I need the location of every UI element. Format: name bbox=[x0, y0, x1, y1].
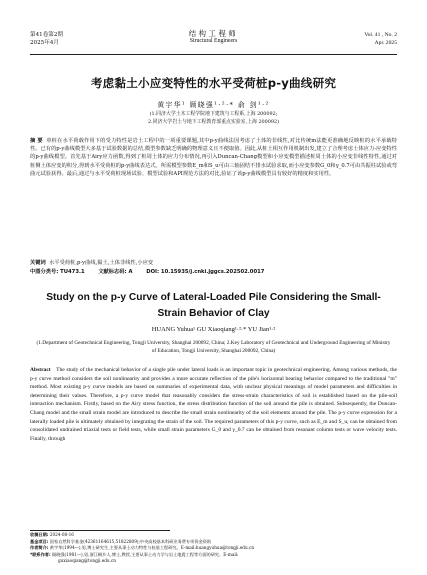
footnote-received: 收稿日期: 2024-08-16 bbox=[30, 532, 74, 537]
volume-en: Vol. 41 , No. 2 bbox=[364, 32, 397, 38]
affiliation-cn-line: (1.同济大学土木工程学院地下建筑与工程系,上海 200092; bbox=[149, 111, 278, 117]
running-head bbox=[30, 30, 397, 56]
footnote-email-continued: guxiaoqiang@tongji.edu.cn bbox=[58, 558, 116, 564]
running-head-right bbox=[364, 32, 397, 47]
article-title-en: Study on the p-y Curve of Lateral-Loaded Pile Considering the Small-Strain Behavior of Clay bbox=[46, 292, 381, 319]
authors-en: HUANG Yuhua¹ GU Xiaoqiang¹·²·* YU Jian¹·² bbox=[151, 326, 276, 333]
journal-name-en: Structural Engineers bbox=[189, 37, 238, 44]
abstract-cn bbox=[30, 137, 397, 178]
header-rule bbox=[30, 54, 397, 55]
footnote-funding: 基金项目: 国家自然科学基金(42361164615,51822809);中央高校基本科研业务费专项资金资助 bbox=[30, 538, 212, 544]
volume-cn: 第41卷第2期 bbox=[30, 32, 64, 38]
keywords-cn-label: 关键词 bbox=[30, 260, 46, 266]
abstract-en-text: The study of the mechanical behavior of a single pile under lateral loads is an important topic in geotechnical engineering. Among various methods, the p-y curve method considers the soil nonlinearity and provides a more accurate reflection of the pile's horizontal bearing behavior compared to the traditional "m" method. Most existing p-y curve models are based on summaries of experimental data, with unclear physical meanings of model parameters and difficulties in determining their values. Therefore, a p-y curve model that reasonably considers the stress-strain characteristics of soil is established based on the pile-soil interaction mechanism. Firstly, based on the Airy stress function, the stress distribution function of the soil around the pile is obtained. Subsequently, the Duncan-Chang model and the small strain model are introduced to describe the small strain nonlinearity of the soil elements around the pile. The p-y curve expression for a laterally loaded pile is ultimately obtained by integrating the strain of the soil. The required parameters of this p-y curve, such as E_m and S_u, can be obtained from consolidated undrained triaxial tests or field tests, while small strain parameters G_0 and γ_0.7 can be obtained from resonant column tests or wave velocity tests. Finally, through bbox=[30, 367, 397, 442]
footnote-corresponding-author: *联系作者: 顾晓强(1981—),男,浙江桐乡人,博士,教授,主要从事土动力学与岩土地震工程等方面的研究。E-mail: bbox=[30, 551, 239, 557]
affiliation-cn-line: 2.同济大学岩土与地下工程教育部重点实验室,上海 200092) bbox=[147, 118, 280, 125]
abstract-cn-text: 单桩在水平荷载作用下的受力特性是岩土工程中的一项重要课题,其中p-y曲线法因考虑了土体的非线性,对比传统m法能更准确地反映桩的水平承载特性。已有的p-y曲线模型大多基于试验数据的总结,模型参数缺乏明确的物理意义且不便取值。因此,从桩土相互作用机制出发,建立了合理考虑土体应力-应变特性的p-y曲线模型。首先基于Airy应力函数,得到了桩周土体的应力分布情况,再引入Duncan-Chang模型和小应变模型描述桩周土体的小应变非线性特性,通过对桩侧土体应变的积分,得到水平受荷桩的p-y曲线表达式。所需模型参数E_m和S_u可由三轴固结不排水试验求取,而小应变参数G_0和γ_0.7可由共振柱试验或弯曲元试验获得。最后,通过与水平受荷桩现场试验、模型试验和API规范方法的对比,验证了该p-y曲线模型具有较好的精度和实用性。 bbox=[30, 138, 397, 177]
footnote-author-bio: 作者简介: 黄宇华(1994—),男,博士研究生,主要从事土动力特性与桩基工程研究。E-mail:huangyuhua@tongji.edu.cn bbox=[30, 545, 255, 551]
footnotes bbox=[30, 532, 397, 565]
footnote-rule bbox=[30, 530, 170, 531]
date-cn: 2025年4月 bbox=[30, 39, 59, 46]
affiliations-cn bbox=[30, 111, 397, 126]
article-title-cn: 考虑黏土小应变特性的水平受荷桩p-y曲线研究 bbox=[90, 76, 337, 90]
date-en: Apr. 2025 bbox=[374, 39, 397, 46]
affiliations-en: (1.Department of Geotechnical Engineering, Tongji University, Shanghai 200092, China; 2.Key Laboratory of Geotechnical and Underground Engineering of Ministry of Education, Tongji University, Shanghai 200092, China) bbox=[36, 340, 391, 354]
keywords-cn bbox=[30, 259, 397, 267]
clc-number: 中图分类号: TU473.1 bbox=[30, 269, 85, 275]
abstract-cn-label: 摘 要 bbox=[30, 138, 43, 144]
doi: DOI: 10.15935/j.cnki.jggcs.202502.0017 bbox=[146, 269, 265, 275]
keywords-cn-text: 水平受荷桩,p-y曲线,黏土,土体非线性,小应变 bbox=[49, 260, 154, 266]
abstract-en bbox=[30, 366, 397, 443]
journal-name bbox=[30, 30, 397, 45]
authors-cn: 黄宇华¹ 顾晓强¹·²·* 俞 剑¹·² bbox=[157, 101, 270, 109]
journal-name-cn: 结构工程师 bbox=[188, 29, 239, 38]
abstract-en-label: Abstract bbox=[30, 367, 51, 373]
document-code: 文献标志码: A bbox=[98, 269, 133, 275]
classification-line bbox=[30, 268, 397, 276]
